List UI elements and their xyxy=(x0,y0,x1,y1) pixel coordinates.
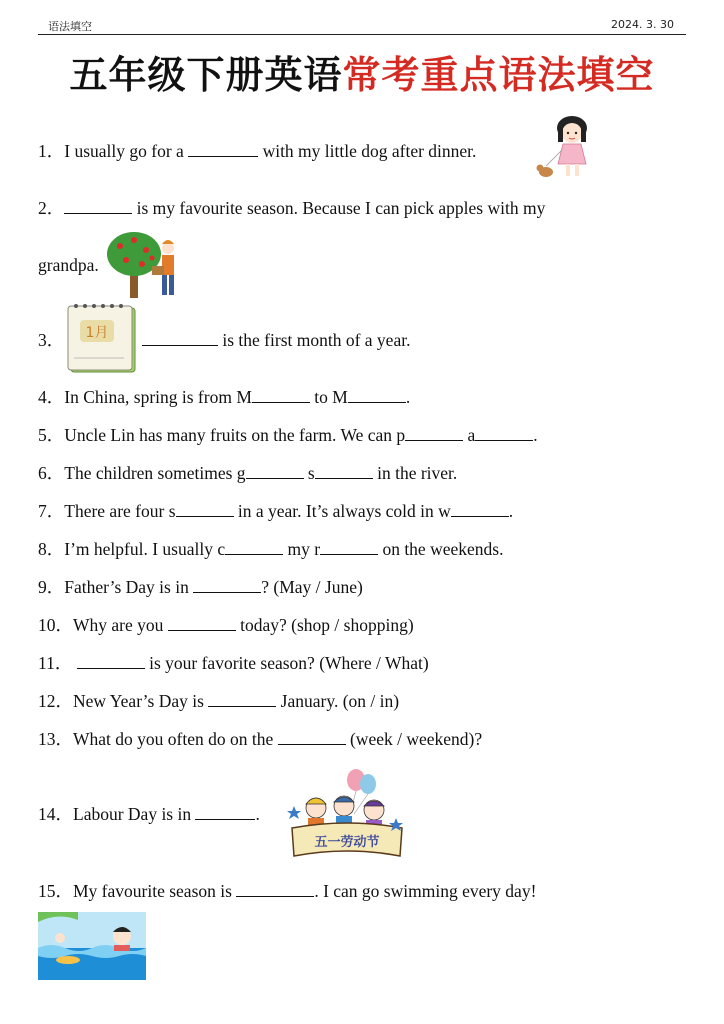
header-left-label: 语法填空 xyxy=(48,20,92,33)
question-text: in a year. It’s always cold in w xyxy=(237,501,451,521)
question-text: Father’s Day is in xyxy=(64,577,189,597)
answer-blank[interactable] xyxy=(225,538,283,555)
question-text: What do you often do on the xyxy=(73,729,274,749)
question-number: 11． xyxy=(38,653,73,673)
question-10 xyxy=(38,614,414,636)
question-text: . xyxy=(508,501,514,521)
page-header xyxy=(38,14,686,35)
question-text: my r xyxy=(287,539,321,559)
answer-blank[interactable] xyxy=(195,803,255,820)
question-text: to M xyxy=(314,387,348,407)
question-1 xyxy=(38,140,476,162)
answer-blank[interactable] xyxy=(168,614,236,631)
answer-blank[interactable] xyxy=(405,424,463,441)
question-text: ? (May / June) xyxy=(261,577,363,597)
question-7 xyxy=(38,500,513,522)
page-title xyxy=(0,52,724,98)
question-text: (week / weekend)? xyxy=(349,729,483,749)
answer-blank[interactable] xyxy=(451,500,509,517)
calendar-image xyxy=(66,302,142,376)
question-number: 1． xyxy=(38,141,65,161)
answer-blank[interactable] xyxy=(142,329,218,346)
question-13 xyxy=(38,728,482,750)
answer-blank[interactable] xyxy=(193,576,261,593)
title-black-part: 五年级下册英语 xyxy=(69,53,343,97)
question-text: on the weekends. xyxy=(382,539,504,559)
question-text: with my little dog after dinner. xyxy=(262,141,477,161)
question-15 xyxy=(38,880,536,902)
answer-blank[interactable] xyxy=(77,652,145,669)
question-11 xyxy=(38,652,429,674)
question-number: 14． xyxy=(38,804,73,824)
question-text: a xyxy=(467,425,476,445)
question-number: 4． xyxy=(38,387,65,407)
question-text: is your favorite season? (Where / What) xyxy=(149,653,429,673)
question-number: 13． xyxy=(38,729,73,749)
header-date: 2024. 3. 30 xyxy=(611,18,674,31)
labour-day-image xyxy=(284,766,410,866)
answer-blank[interactable] xyxy=(475,424,533,441)
question-text: in the river. xyxy=(377,463,458,483)
question-4 xyxy=(38,386,410,408)
question-8 xyxy=(38,538,503,560)
question-number: 10． xyxy=(38,615,73,635)
question-number: 2． xyxy=(38,198,65,218)
question-number: 8． xyxy=(38,539,65,559)
girl-walking-dog-image xyxy=(532,114,604,184)
question-2 xyxy=(38,197,545,219)
question-number: 15． xyxy=(38,881,73,901)
question-text: . xyxy=(255,804,260,824)
question-text: New Year’s Day is xyxy=(73,691,204,711)
question-6 xyxy=(38,462,457,484)
answer-blank[interactable] xyxy=(315,462,373,479)
question-number: 3． xyxy=(38,330,65,350)
answer-blank[interactable] xyxy=(188,140,258,157)
question-text: I’m helpful. I usually c xyxy=(64,539,226,559)
question-number: 6． xyxy=(38,463,65,483)
question-text: s xyxy=(307,463,315,483)
question-text: Why are you xyxy=(73,615,164,635)
answer-blank[interactable] xyxy=(176,500,234,517)
question-text: The children sometimes g xyxy=(64,463,246,483)
calendar-month-label: 1月 xyxy=(85,325,109,341)
question-number: 5． xyxy=(38,425,65,445)
question-text: My favourite season is xyxy=(73,881,232,901)
answer-blank[interactable] xyxy=(320,538,378,555)
question-text: Uncle Lin has many fruits on the farm. We can p xyxy=(64,425,406,445)
question-text: . xyxy=(533,425,538,445)
question-12 xyxy=(38,690,399,712)
question-2-continued xyxy=(38,254,99,276)
answer-blank[interactable] xyxy=(348,386,406,403)
question-text: today? (shop / shopping) xyxy=(240,615,414,635)
question-5 xyxy=(38,424,538,446)
question-text: January. (on / in) xyxy=(280,691,400,711)
answer-blank[interactable] xyxy=(246,462,304,479)
question-text: . I can go swimming every day! xyxy=(314,881,537,901)
question-number: 12． xyxy=(38,691,73,711)
answer-blank[interactable] xyxy=(64,197,132,214)
answer-blank[interactable] xyxy=(278,728,346,745)
question-3 xyxy=(38,329,64,351)
question-text: Labour Day is in xyxy=(73,804,192,824)
question-text: grandpa. xyxy=(38,255,99,275)
question-9 xyxy=(38,576,363,598)
labour-day-sign-text: 五一劳动节 xyxy=(314,835,380,850)
apple-tree-image xyxy=(104,228,182,302)
question-14 xyxy=(38,803,260,825)
swimming-image xyxy=(38,912,146,980)
question-3-text xyxy=(142,329,410,351)
question-text: is the first month of a year. xyxy=(222,330,411,350)
question-text: is my favourite season. Because I can pick apples with my xyxy=(136,198,546,218)
question-number: 7． xyxy=(38,501,65,521)
question-number: 9． xyxy=(38,577,65,597)
question-text: I usually go for a xyxy=(64,141,184,161)
question-text: There are four s xyxy=(64,501,176,521)
title-red-part: 常考重点语法填空 xyxy=(342,53,655,97)
answer-blank[interactable] xyxy=(252,386,310,403)
answer-blank[interactable] xyxy=(208,690,276,707)
answer-blank[interactable] xyxy=(236,880,314,897)
question-text: . xyxy=(405,387,411,407)
question-text: In China, spring is from M xyxy=(64,387,252,407)
